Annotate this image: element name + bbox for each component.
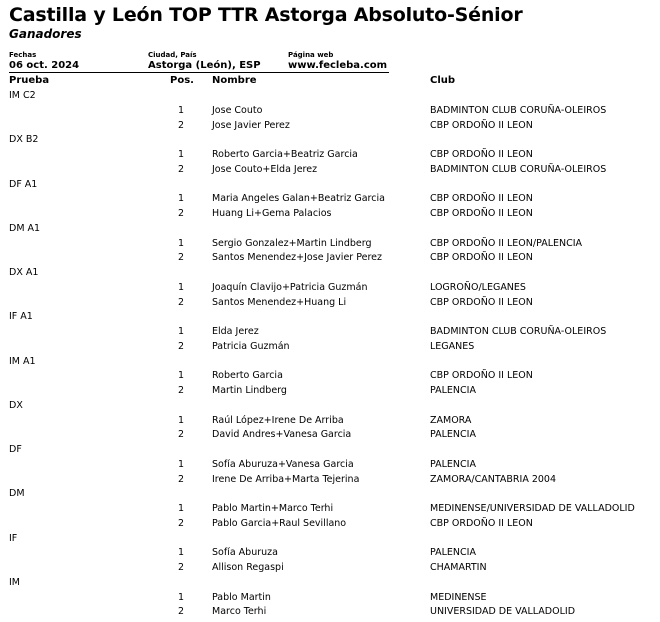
player-name: Jose Couto (212, 104, 263, 116)
player-name: Irene De Arriba+Marta Tejerina (212, 473, 360, 485)
club-name: BADMINTON CLUB CORUÑA-OLEIROS (430, 326, 607, 337)
club-name: CBP ORDOÑO II LEON (430, 370, 533, 382)
club-name: MEDINENSE (430, 591, 487, 603)
position: 2 (178, 163, 185, 175)
player-name: Jose Javier Perez (212, 119, 290, 131)
club-name: ZAMORA/CANTABRIA 2004 (430, 473, 557, 485)
player-name: Roberto Garcia+Beatriz Garcia (212, 149, 358, 160)
position: 1 (178, 326, 185, 337)
winner-row (0, 369, 660, 384)
column-header-club: Club (430, 75, 456, 86)
column-header-position: Pos. (170, 75, 194, 86)
website-label: Página web (288, 51, 334, 59)
position: 2 (178, 340, 185, 352)
club-name: LEGANES (430, 340, 475, 352)
event-row (0, 310, 660, 325)
position: 2 (178, 385, 185, 396)
player-name: Joaquín Clavijo+Patricia Guzmán (212, 281, 368, 293)
player-name: David Andres+Vanesa Garcia (212, 429, 352, 441)
club-name: ZAMORA (430, 414, 472, 426)
column-header-name: Nombre (212, 75, 257, 86)
player-name: Maria Angeles Galan+Beatriz Garcia (212, 193, 385, 205)
club-name: LOGROÑO/LEGANES (430, 281, 526, 293)
city-label: Ciudad, País (148, 51, 197, 59)
player-name: Raúl López+Irene De Arriba (212, 414, 344, 426)
website-link[interactable]: www.fecleba.com (288, 60, 388, 71)
club-name: BADMINTON CLUB CORUÑA-OLEIROS (430, 104, 607, 116)
winner-row (0, 119, 660, 134)
event-name: DF A1 (9, 178, 38, 190)
winner-row (0, 340, 660, 355)
position: 2 (178, 429, 185, 441)
position: 1 (178, 458, 185, 470)
player-name: Huang Li+Gema Palacios (212, 208, 332, 219)
event-name: IM A1 (9, 355, 36, 367)
club-name: CBP ORDOÑO II LEON/PALENCIA (430, 237, 583, 249)
player-name: Marco Terhi (212, 606, 267, 618)
header-divider (9, 72, 389, 73)
position: 2 (178, 252, 185, 264)
event-row (0, 89, 660, 104)
winner-row (0, 296, 660, 311)
position: 1 (178, 193, 185, 205)
event-name: DX B2 (9, 134, 39, 146)
event-row (0, 178, 660, 193)
event-name: IM C2 (9, 90, 36, 101)
event-name: DX A1 (9, 267, 39, 278)
player-name: Sofía Aburuza+Vanesa Garcia (212, 458, 354, 470)
club-name: MEDINENSE/UNIVERSIDAD DE VALLADOLID (430, 503, 635, 514)
winner-row (0, 428, 660, 443)
winner-row (0, 104, 660, 119)
winner-row (0, 517, 660, 532)
column-header-event: Prueba (9, 75, 50, 86)
position: 1 (178, 370, 185, 382)
winners-list (0, 89, 660, 620)
club-name: PALENCIA (430, 547, 476, 559)
winner-row (0, 384, 660, 399)
player-name: Martin Lindberg (212, 385, 287, 396)
winner-row (0, 561, 660, 576)
player-name: Santos Menendez+Jose Javier Perez (212, 252, 382, 264)
club-name: CBP ORDOÑO II LEON (430, 517, 533, 529)
winner-row (0, 502, 660, 517)
event-name: DM A1 (9, 222, 41, 234)
winner-row (0, 148, 660, 163)
event-row (0, 487, 660, 502)
event-row (0, 222, 660, 237)
club-name: PALENCIA (430, 458, 476, 470)
player-name: Santos Menendez+Huang Li (212, 296, 347, 308)
city-value: Astorga (León), ESP (148, 60, 261, 71)
event-row (0, 443, 660, 458)
position: 2 (178, 606, 185, 618)
club-name: CBP ORDOÑO II LEON (430, 149, 533, 160)
winner-row (0, 325, 660, 340)
winner-row (0, 473, 660, 488)
player-name: Pablo Garcia+Raul Sevillano (212, 517, 347, 529)
club-name: CBP ORDOÑO II LEON (430, 252, 533, 264)
event-row (0, 133, 660, 148)
winner-row (0, 281, 660, 296)
player-name: Jose Couto+Elda Jerez (212, 163, 318, 175)
event-row (0, 266, 660, 281)
event-name: DX (9, 399, 23, 411)
event-name: DM (9, 488, 25, 500)
winner-row (0, 546, 660, 561)
event-row (0, 399, 660, 414)
position: 2 (178, 208, 185, 219)
player-name: Allison Regaspi (212, 562, 284, 573)
club-name: CBP ORDOÑO II LEON (430, 208, 533, 219)
winner-row (0, 207, 660, 222)
player-name: Sergio Gonzalez+Martin Lindberg (212, 237, 372, 249)
player-name: Pablo Martin (212, 591, 271, 603)
club-name: PALENCIA (430, 385, 476, 396)
event-row (0, 576, 660, 591)
page-subtitle: Ganadores (9, 27, 82, 41)
club-name: CBP ORDOÑO II LEON (430, 296, 533, 308)
position: 1 (178, 237, 185, 249)
position: 2 (178, 562, 185, 573)
event-row (0, 355, 660, 370)
player-name: Roberto Garcia (212, 370, 283, 382)
winner-row (0, 251, 660, 266)
winner-row (0, 605, 660, 620)
player-name: Pablo Martin+Marco Terhi (212, 503, 334, 514)
dates-value: 06 oct. 2024 (9, 60, 80, 71)
club-name: BADMINTON CLUB CORUÑA-OLEIROS (430, 163, 607, 175)
club-name: UNIVERSIDAD DE VALLADOLID (430, 606, 576, 618)
winner-row (0, 163, 660, 178)
event-row (0, 532, 660, 547)
position: 2 (178, 517, 185, 529)
club-name: CBP ORDOÑO II LEON (430, 119, 533, 131)
page-title: Castilla y León TOP TTR Astorga Absoluto-Sénior (9, 4, 523, 26)
winner-row (0, 591, 660, 606)
club-name: PALENCIA (430, 429, 476, 441)
position: 1 (178, 149, 185, 160)
winner-row (0, 458, 660, 473)
position: 2 (178, 119, 185, 131)
winner-row (0, 192, 660, 207)
player-name: Elda Jerez (212, 326, 259, 337)
winner-row (0, 237, 660, 252)
dates-label: Fechas (9, 51, 37, 59)
club-name: CBP ORDOÑO II LEON (430, 193, 533, 205)
event-name: DF (9, 444, 22, 455)
event-name: IF A1 (9, 311, 33, 323)
position: 2 (178, 296, 185, 308)
position: 2 (178, 473, 185, 485)
position: 1 (178, 104, 185, 116)
position: 1 (178, 281, 185, 293)
event-name: IM (9, 576, 20, 588)
winner-row (0, 414, 660, 429)
position: 1 (178, 591, 185, 603)
event-name: IF (9, 532, 18, 544)
player-name: Patricia Guzmán (212, 340, 290, 352)
player-name: Sofía Aburuza (212, 547, 278, 559)
club-name: CHAMARTIN (430, 562, 487, 573)
position: 1 (178, 503, 185, 514)
position: 1 (178, 414, 185, 426)
position: 1 (178, 547, 185, 559)
